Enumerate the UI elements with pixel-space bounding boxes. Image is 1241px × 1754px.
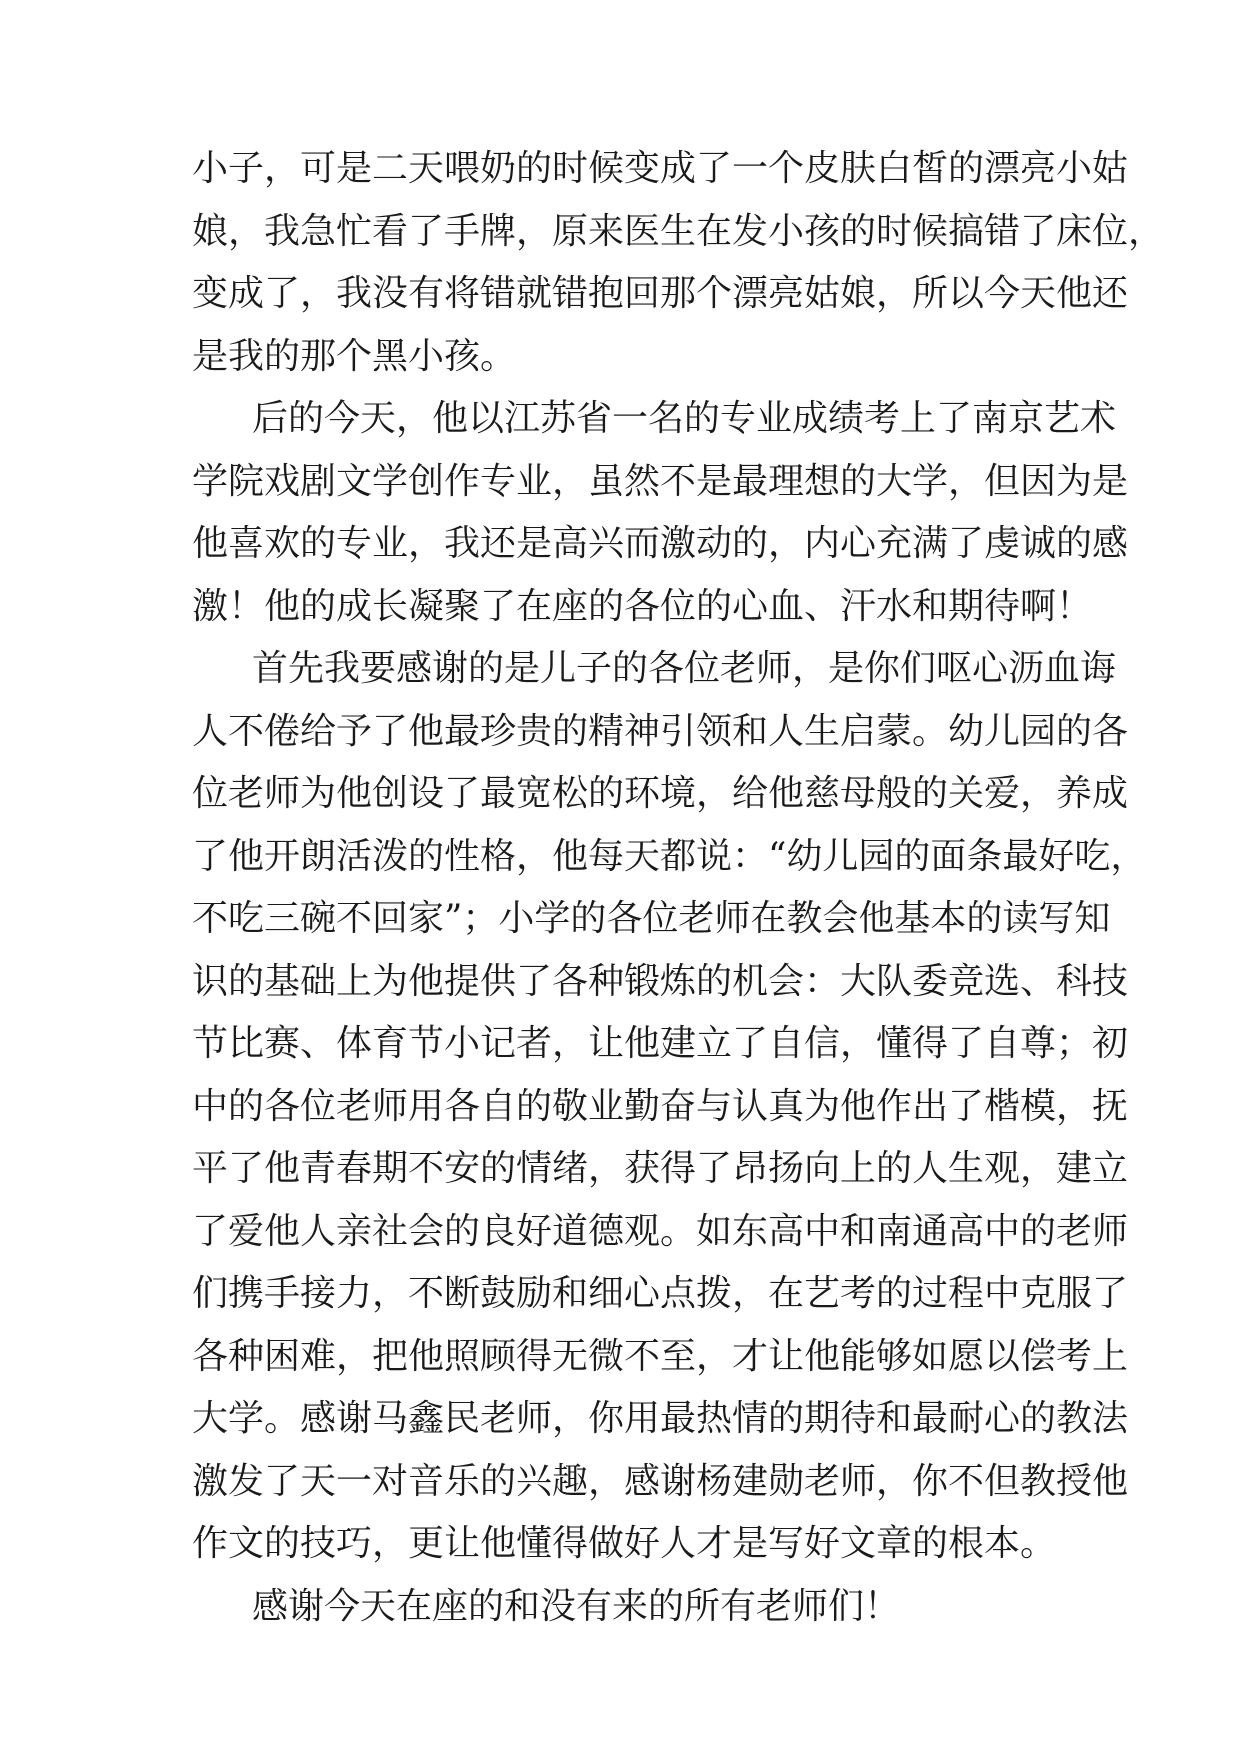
text-line: 识的基础上为他提供了各种锻炼的机会：大队委竞选、科技 [192, 960, 1129, 1002]
body-text [192, 138, 1165, 1638]
text-line: 平了他青春期不安的情绪，获得了昂扬向上的人生观，建立 [192, 1148, 1129, 1189]
text-line: 了他开朗活泼的性格，他每天都说：“幼儿园的面条最好吃， [192, 835, 1147, 877]
text-line: 中的各位老师用各自的敬业勤奋与认真为他作出了楷模，抚 [192, 1085, 1129, 1127]
text-line: 首先我要感谢的是儿子的各位老师，是你们呕心沥血诲 [252, 648, 1117, 689]
text-line: 学院戏剧文学创作专业，虽然不是最理想的大学，但因为是 [192, 460, 1129, 502]
text-line: 人不倦给予了他最珍贵的精神引领和人生启蒙。幼儿园的各 [192, 710, 1129, 752]
text-line: 了爱他人亲社会的良好道德观。如东高中和南通高中的老师 [192, 1210, 1129, 1252]
text-line: 小子，可是二天喂奶的时候变成了一个皮肤白皙的漂亮小姑 [192, 148, 1129, 189]
text-line: 娘，我急忙看了手牌，原来医生在发小孩的时候搞错了床位， [192, 210, 1165, 252]
text-line: 各种困难，把他照顾得无微不至，才让他能够如愿以偿考上 [192, 1335, 1129, 1377]
text-line: 位老师为他创设了最宽松的环境，给他慈母般的关爱，养成 [192, 773, 1129, 814]
text-line: 节比赛、体育节小记者，让他建立了自信，懂得了自尊；初 [192, 1023, 1129, 1064]
text-line: 不吃三碗不回家”；小学的各位老师在教会他基本的读写知 [192, 898, 1111, 939]
text-line: 他喜欢的专业，我还是高兴而激动的，内心充满了虔诚的感 [192, 523, 1129, 564]
text-line: 是我的那个黑小孩。 [192, 335, 517, 377]
text-line: 激发了天一对音乐的兴趣，感谢杨建勋老师，你不但教授他 [192, 1460, 1129, 1502]
text-line: 变成了，我没有将错就错抱回那个漂亮姑娘，所以今天他还 [192, 273, 1129, 314]
text-line: 感谢今天在座的和没有来的所有老师们！ [252, 1585, 901, 1627]
text-line: 激！他的成长凝聚了在座的各位的心血、汗水和期待啊！ [192, 585, 1093, 627]
text-line: 大学。感谢马鑫民老师，你用最热情的期待和最耐心的教法 [192, 1398, 1129, 1439]
text-line: 后的今天，他以江苏省一名的专业成绩考上了南京艺术 [252, 398, 1117, 439]
text-line: 们携手接力，不断鼓励和细心点拨，在艺考的过程中克服了 [192, 1273, 1129, 1314]
text-line: 作文的技巧，更让他懂得做好人才是写好文章的根本。 [192, 1523, 1057, 1564]
